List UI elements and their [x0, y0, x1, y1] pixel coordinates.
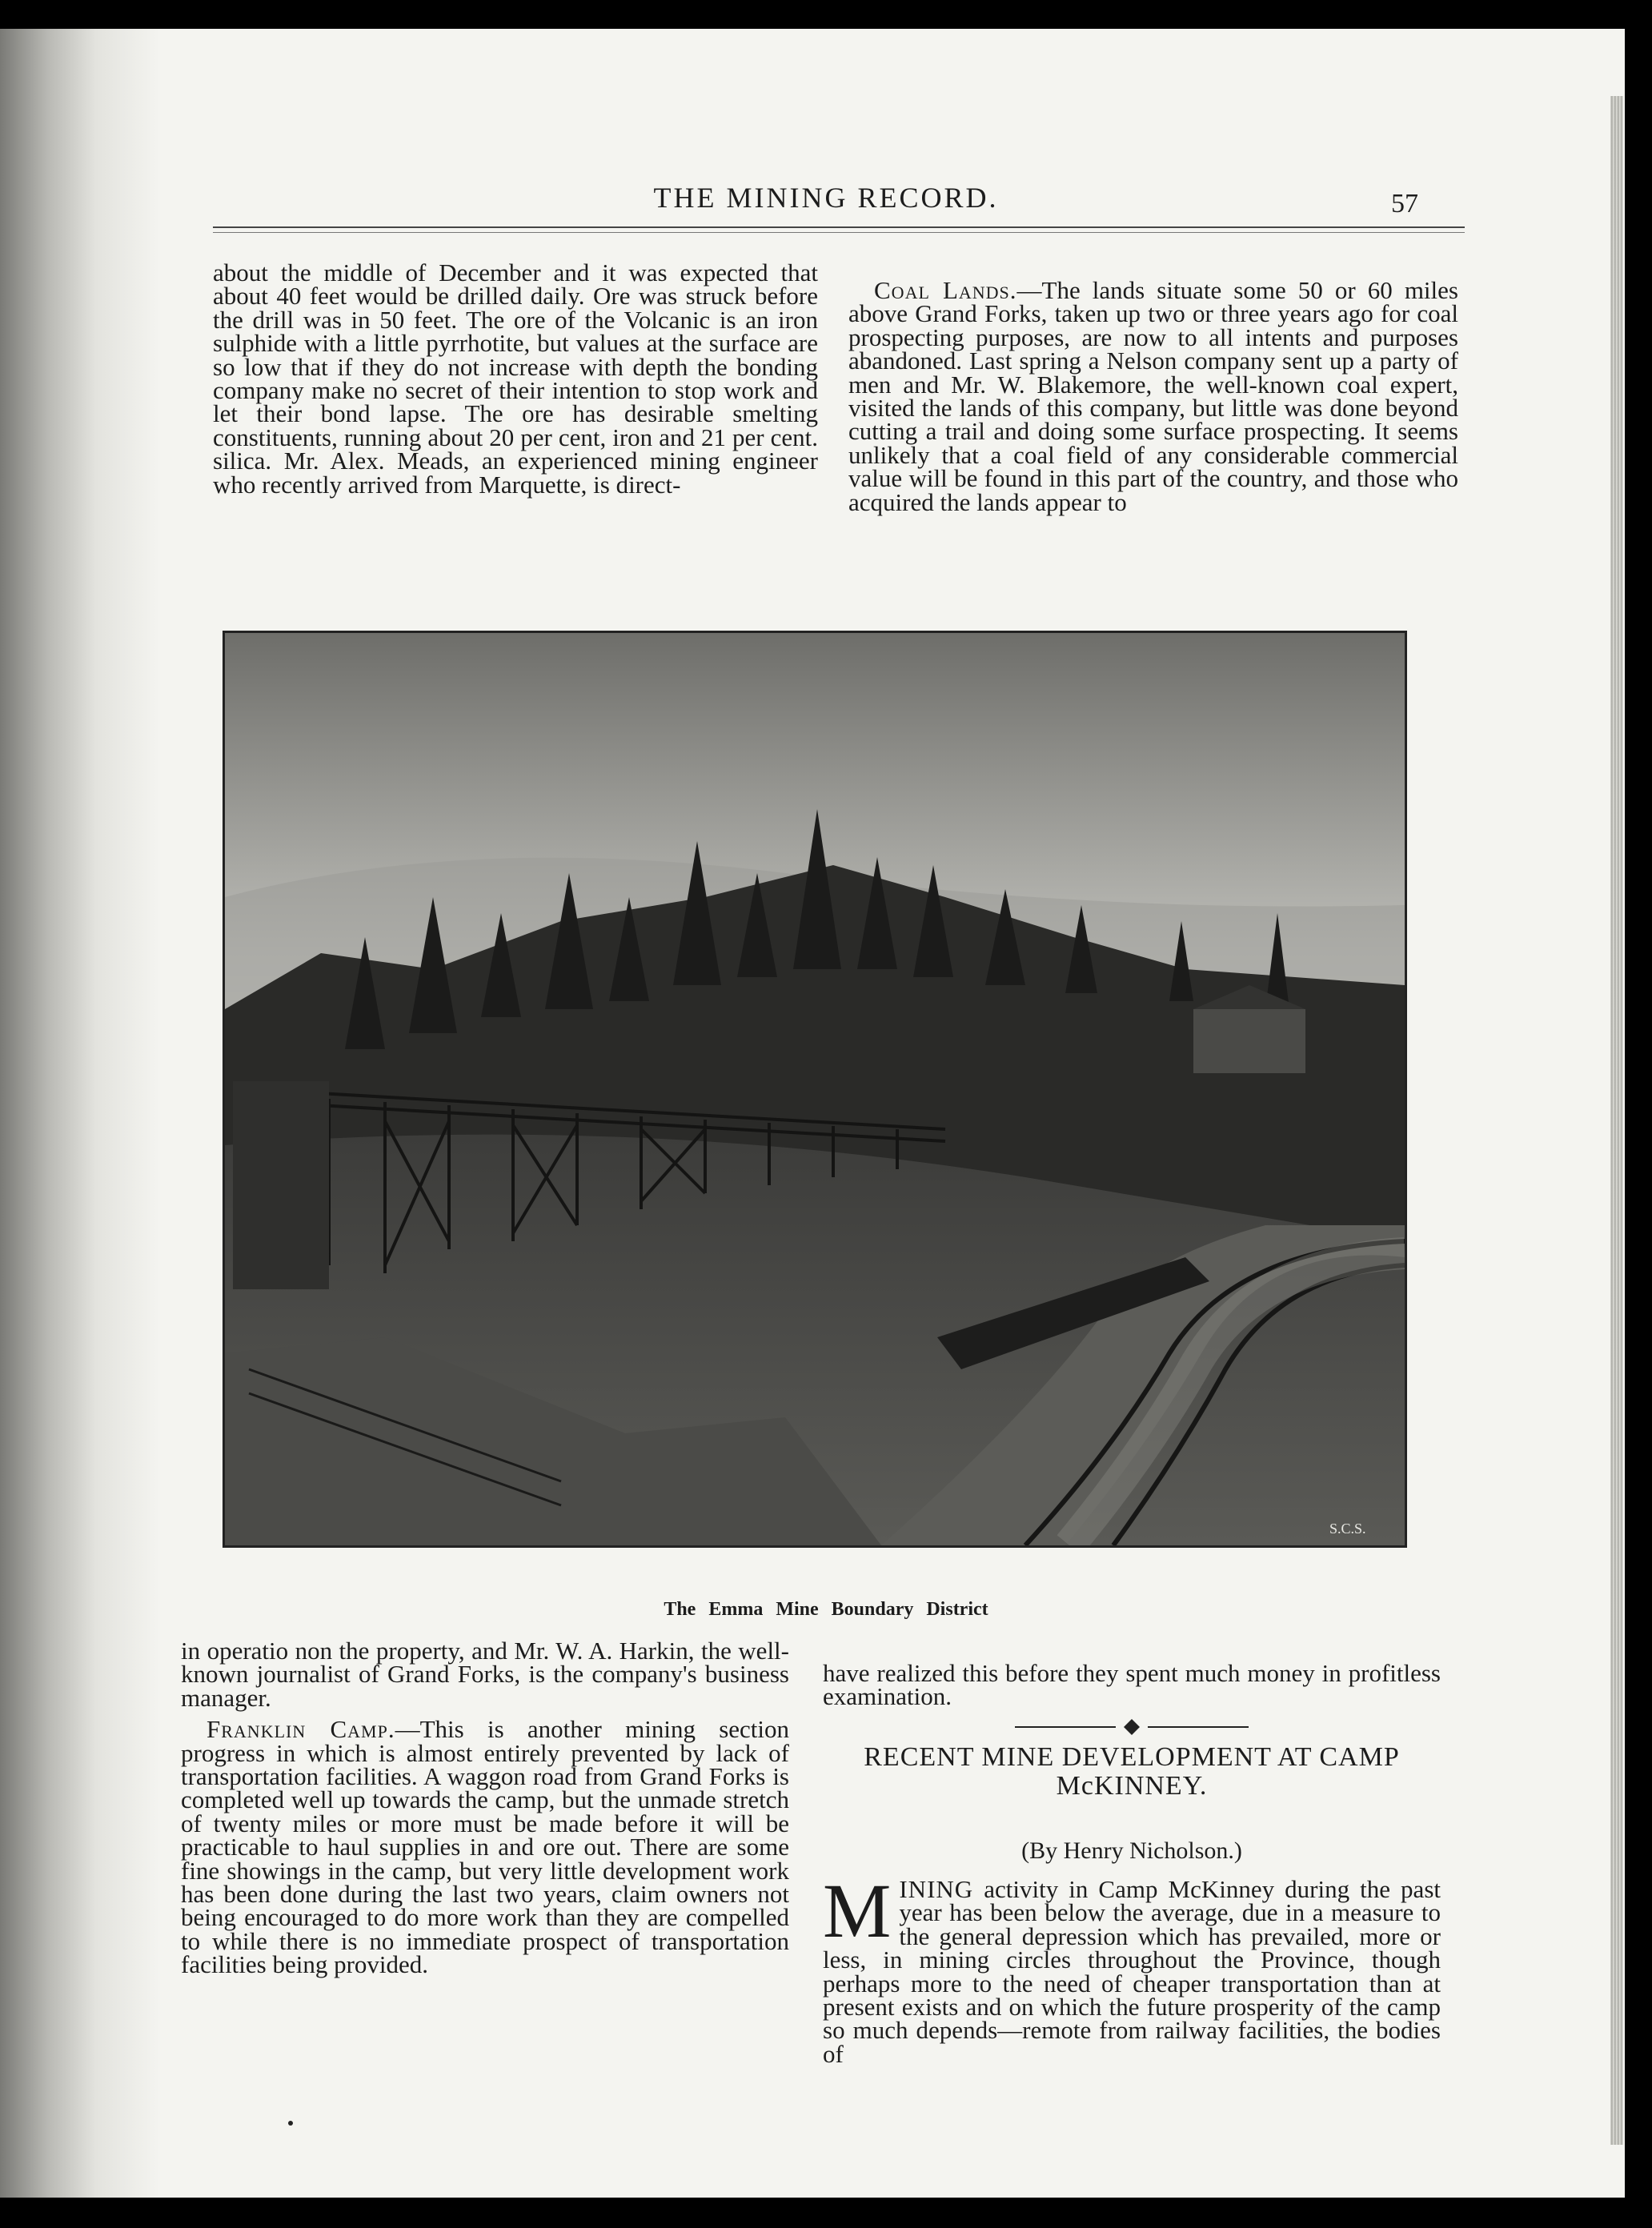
first-word: INING [899, 1875, 974, 1903]
article-byline: (By Henry Nicholson.) [1021, 1837, 1242, 1864]
section-heading-franklin-camp: Franklin Camp. [206, 1715, 395, 1744]
article-body [823, 1868, 1441, 2068]
page-number: 57 [1391, 189, 1418, 218]
paragraph: MINING activity in Camp McKinney during the past year has been below the average, due in a measure to the general depression which has prevailed, more or less, in mining circles throughout the Province, though perhaps more to the need of cheaper transportation than at present exists and on which the future prosperity of the camp so much depends—remote from railway facilities, the bodies of [823, 1868, 1441, 2068]
section-heading-coal-lands: Coal Lands. [874, 276, 1017, 304]
paragraph-coal-lands: Coal Lands.—The lands situate some 50 or 60 miles above Grand Forks, taken up two or three years ago for coal prospecting purposes, are now to all intents and purposes abandoned. Last spring a Nelson company sent up a party of men and Mr. W. Blakemore, the well-known coal expert, visited the lands of this company, but little was done beyond cutting a trail and doing some surface prospecting. It seems unlikely that a coal field of any considerable commercial value will be found in this part of the country, and those who acquired the lands appear to [848, 276, 1458, 516]
article-title: RECENT MINE DEVELOPMENT AT CAMP McKINNEY. [864, 1742, 1400, 1801]
header-rule [213, 226, 1465, 228]
left-column-bottom [181, 1639, 789, 1977]
page-edge [1610, 96, 1623, 2145]
right-column-top [848, 278, 1458, 514]
drop-cap: M [823, 1868, 892, 1954]
photograph-emma-mine [223, 631, 1407, 1548]
paragraph: in operatio non the property, and Mr. W. A. Harkin, the well-known journalist of Grand Forks, is the company's business manager. [181, 1637, 789, 1712]
book-gutter [0, 29, 160, 2198]
paragraph: have realized this before they spent much money in profitless examination. [823, 1659, 1441, 1711]
photo-illustration [225, 633, 1405, 1545]
paragraph: about the middle of December and it was expected that about 40 feet would be drilled daily. Ore was struck before the drill was in 50 feet. The ore of the Volcanic is an iron sulphide with a little pyrrhotite, but values at the surface are so low that if they do not increase with depth the bonding company make no secret of their intention to stop work and let their bond lapse. The ore has desirable smelting constituents, running about 20 per cent, iron and 21 per cent. silica. Mr. Alex. Meads, an experienced mining engineer who recently arrived from Marquette, is direct- [213, 258, 818, 499]
mine-building [1193, 1009, 1305, 1073]
photo-caption: The Emma Mine Boundary District [664, 1599, 988, 1620]
right-column-bottom-intro [823, 1661, 1441, 1709]
section-divider-ornament [823, 1715, 1441, 1739]
photo-corner-mark: S.C.S. [1329, 1521, 1366, 1537]
running-header-title: THE MINING RECORD. [653, 182, 999, 214]
left-column-top [213, 258, 818, 499]
print-mark [288, 2121, 293, 2126]
ore-bin [233, 1081, 329, 1289]
header-rule-thin [213, 232, 1465, 233]
paragraph-franklin-camp: Franklin Camp.—This is another mining section progress in which is almost entirely prevented by lack of transportation facilities. A waggon road from Grand Forks is completed well up towards the camp, but the unmade stretch of twenty miles or more must be made before it will be practicable to haul supplies in and ore out. There are some fine showings in the camp, but very little development work has been done during the last two years, claim owners not being encouraged to do more work than they are compelled to while there is no immediate prospect of transportation facilities being provided. [181, 1715, 790, 1979]
